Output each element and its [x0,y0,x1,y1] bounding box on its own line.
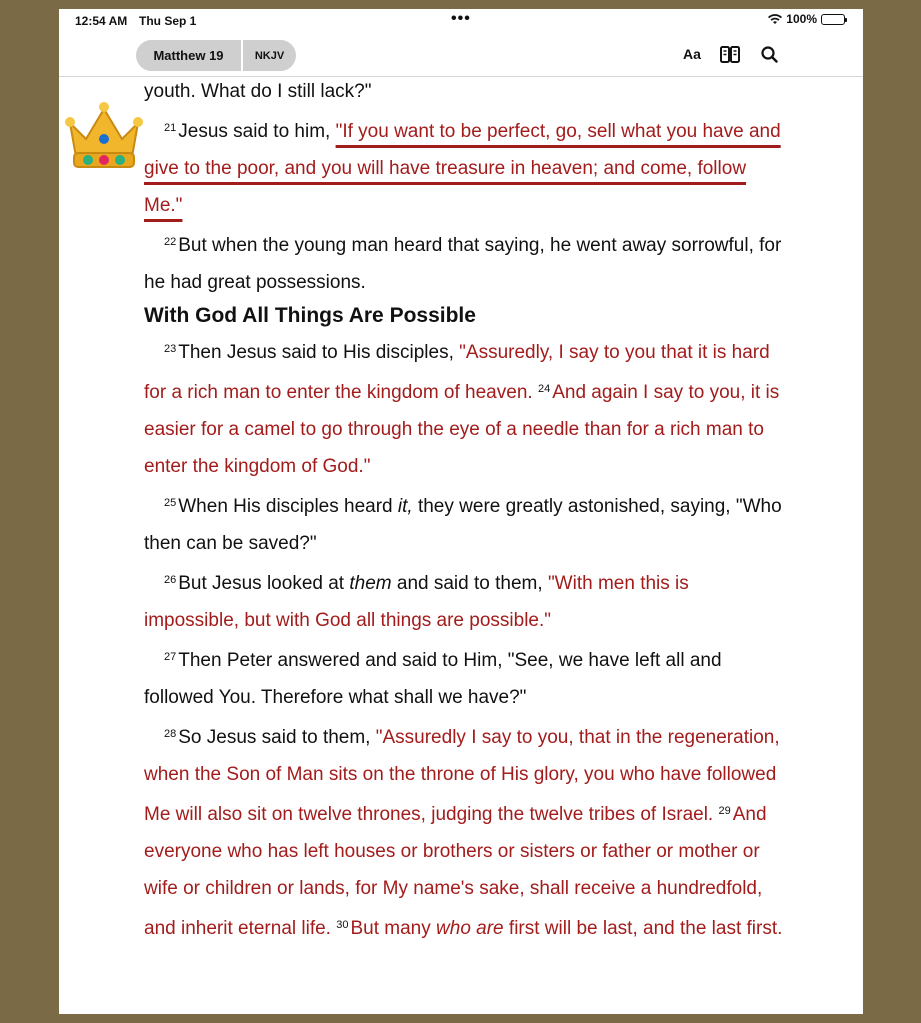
status-date: Thu Sep 1 [139,14,197,28]
red-letter-text: But many [350,918,437,939]
battery-icon [821,14,845,25]
search-icon[interactable] [761,46,778,66]
verse-text: When His disciples heard [178,496,398,517]
status-time: 12:54 AM [75,14,128,28]
version-button[interactable]: NKJV [254,49,285,62]
verse-number[interactable]: 24 [537,383,551,395]
italic-word: it, [397,496,413,517]
verse-number[interactable]: 27 [164,651,177,663]
book-chapter-button[interactable]: Matthew 19 [153,48,224,63]
verse-number[interactable]: 30 [336,919,349,931]
red-letter-text: "Assuredly, I say to you that it is hard for a rich man to enter the kingdom of heaven. [144,342,770,403]
verse-number[interactable]: 29 [718,805,731,817]
battery-percent: 100% [786,12,817,26]
crown-emoji-icon [64,95,144,175]
status-right [768,12,845,26]
red-letter-text: And everyone who has left houses or brothers or sisters or father or mother or wife or children or lands, for My name's sake, shall receive a hundredfold, and inherit eternal life. [144,804,767,939]
verse-23-24 [144,331,784,485]
verse-number[interactable]: 23 [164,343,177,355]
highlighted-red-letter-text[interactable]: "If you want to be perfect, go, sell what you have and give to the poor, and you will have treasure in heaven; and come, follow Me." [144,121,781,216]
verse-27 [144,639,784,716]
parallel-book-icon[interactable] [720,46,740,66]
verse-number[interactable]: 28 [164,728,177,740]
italic-red-word: who are [436,918,504,939]
verse-number[interactable]: 22 [164,236,177,248]
verse-28-30 [144,716,784,947]
verse-26 [144,562,784,639]
chapter-text [144,73,784,947]
red-letter-text: first will be last, and the last first. [503,918,783,939]
reference-pill [136,40,296,71]
verse-22 [144,224,784,301]
ipad-screen [59,9,863,1014]
multitasking-dots[interactable]: ••• [451,10,471,27]
status-bar [59,9,863,33]
verse-number[interactable]: 26 [164,574,177,586]
reader-toolbar [59,37,863,77]
verse-21 [144,110,784,224]
verse-text: So Jesus said to them, [178,727,376,748]
verse-text: Then Peter answered and said to Him, "See, we have left all and followed You. Therefore what shall we have?" [144,650,722,708]
verse-text: they were greatly astonished, saying, "Who then can be saved?" [144,496,782,554]
verse-number[interactable]: 21 [164,122,177,134]
verse-text: Jesus said to him, [178,121,336,142]
wifi-icon [768,14,782,25]
italic-word: them [349,573,392,594]
verse-text: and said to them, [391,573,548,594]
red-letter-text: "With men this is impossible, but with God all things are possible." [144,573,689,631]
verse-number[interactable]: 25 [164,497,177,509]
verse-25 [144,485,784,562]
section-heading: With God All Things Are Possible [144,304,476,327]
red-letter-text: And again I say to you, it is easier for a camel to go through the eye of a needle than for a rich man to enter the kingdom of God." [144,382,780,477]
verse-20-tail: youth. What do I still lack?" [144,81,372,102]
verse-text: Then Jesus said to His disciples, [178,342,460,363]
verse-text: But when the young man heard that saying, he went away sorrowful, for he had great possessions. [144,235,782,293]
red-letter-text: "Assuredly I say to you, that in the regeneration, when the Son of Man sits on the throne of His glory, you who have followed Me will also sit on twelve thrones, judging the twelve tribes of Israel. [144,727,780,825]
text-size-icon[interactable]: Aa [683,46,701,62]
verse-text: But Jesus looked at [178,573,350,594]
